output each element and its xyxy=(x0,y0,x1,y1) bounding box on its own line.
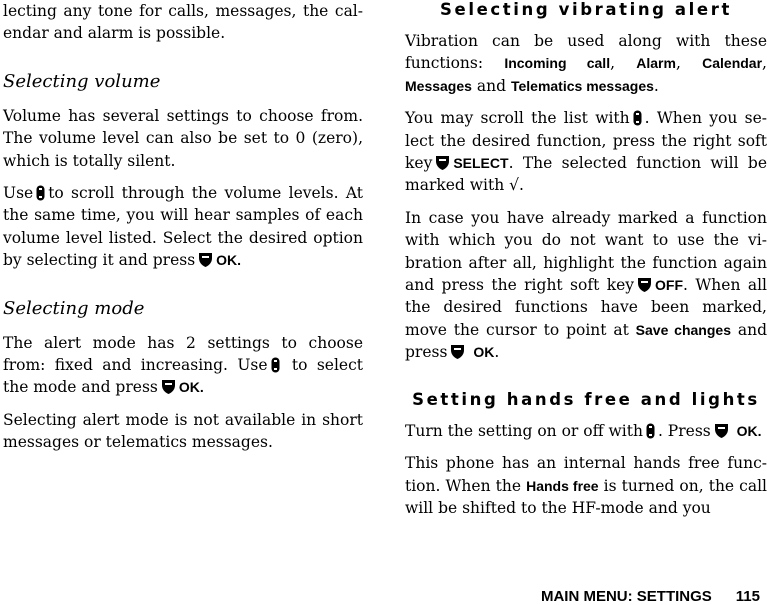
text-alert-mode: The alert mode has 2 settings to choose from: fixed and increasing. Use xyxy=(3,333,363,375)
term-messages: Messages xyxy=(405,77,472,94)
scroll-key-icon xyxy=(36,185,45,201)
term-hands-free: Hands free xyxy=(526,477,599,494)
paragraph-volume-settings: Volume has several settings to choose from. The volume level can also be set to 0 (zero), which is totally silent. xyxy=(3,106,363,170)
select-label: SELECT xyxy=(453,155,509,172)
ok-label: OK. xyxy=(178,379,204,396)
text-internal-hf: This phone has an internal hands free func- tion. When the xyxy=(405,454,767,495)
text-vibration: Vibration can be used along with these functions: xyxy=(405,32,767,73)
ok-label: OK. xyxy=(736,422,762,439)
heading-selecting-mode: Selecting mode xyxy=(3,297,145,319)
text-marked: . The selected function will be marked with √. xyxy=(405,154,767,195)
text-unmark: In case you have already marked a function with which you do not want to use the vi- bration after all, highlight the function again and press the right soft key xyxy=(405,208,767,295)
term-calendar: Calendar xyxy=(702,55,763,72)
term-save-changes: Save changes xyxy=(635,321,731,338)
soft-key-icon xyxy=(198,252,213,268)
soft-key-icon xyxy=(637,277,652,293)
right-column xyxy=(405,0,767,519)
text-select-function: . When you se- lect the desired function, press the right soft key xyxy=(405,109,767,173)
term-telematics: Telematics messages xyxy=(510,77,654,94)
heading-vibrating-alert: Selecting vibrating alert xyxy=(440,0,732,19)
soft-key-icon xyxy=(450,344,465,360)
off-label: OFF xyxy=(655,277,684,294)
paragraph-hands-free xyxy=(405,452,767,519)
soft-key-icon xyxy=(161,379,176,395)
text-and-press: and press xyxy=(405,320,767,362)
paragraph-vibration-functions: Vibration can be used along with these functions: Incoming call, Alarm, Calendar, Messages and Telematics messages. xyxy=(405,32,767,95)
heading-hands-free: Setting hands free and lights xyxy=(412,389,760,409)
paragraph-tone: lecting any tone for calls, messages, the cal- endar and alarm is possible. xyxy=(3,2,363,43)
text-volume-instruction: to scroll through the volume levels. At the same time, you will hear samples of each volume level listed. Select the desired option by selecting it and press xyxy=(3,184,363,270)
text-and: and xyxy=(476,76,507,95)
term-alarm: Alarm xyxy=(636,55,676,72)
scroll-key-icon xyxy=(271,357,280,373)
paragraph-not-available: Selecting alert mode is not available in short messages or telematics messages. xyxy=(3,410,363,452)
section-title: MAIN MENU: SETTINGS xyxy=(540,588,712,605)
scroll-key-icon xyxy=(646,423,655,439)
ok-label: OK. xyxy=(216,252,242,269)
page-number: 115 xyxy=(735,588,760,605)
text-scroll-list: You may scroll the list with xyxy=(405,109,630,128)
text-hf-mode: is turned on, the call will be shifted to the HF-mode and you xyxy=(405,476,767,517)
text-use: Use xyxy=(3,184,34,203)
heading-selecting-volume: Selecting volume xyxy=(3,70,161,92)
term-incoming-call: Incoming call xyxy=(504,55,611,72)
paragraph-scroll-list xyxy=(405,107,767,197)
ok-label: OK xyxy=(473,344,495,361)
paragraph-alert-mode xyxy=(3,332,363,399)
paragraph-turn-on-off xyxy=(405,420,767,442)
soft-key-icon xyxy=(435,155,450,171)
scroll-key-icon xyxy=(633,110,642,126)
text-turn-setting: Turn the setting on or off with xyxy=(405,421,643,440)
text-select-mode: to select the mode and press xyxy=(3,356,363,397)
paragraph-unmark: In case you have already marked a function with which you do not want to use the vi- bration after all, highlight the function again and press the right soft key OFF. When all the desired functions have been marked, move the cursor to point at Save changes and press OK. xyxy=(405,208,767,362)
left-column xyxy=(3,0,363,464)
soft-key-icon xyxy=(714,423,729,439)
page-footer xyxy=(0,588,760,605)
text-all-marked: . When all the desired functions have been marked, move the cursor to point at xyxy=(405,276,767,339)
paragraph-volume-scroll xyxy=(3,182,363,272)
text-press: . Press xyxy=(657,421,711,440)
